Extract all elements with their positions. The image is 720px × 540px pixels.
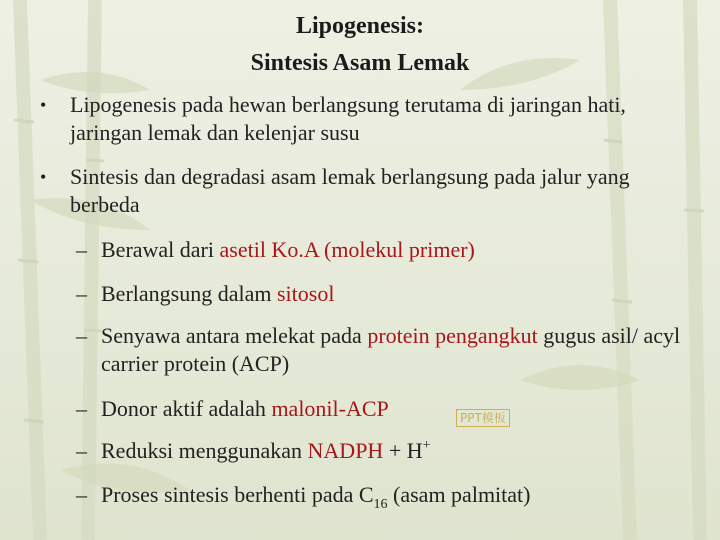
sub-item-3 <box>76 322 706 378</box>
dash-icon: – <box>76 396 87 421</box>
sub-suffix: (asam palmitat) <box>387 482 531 507</box>
sub-text: Reduksi menggunakan <box>101 438 308 463</box>
sub-item-1 <box>76 236 706 264</box>
sub-highlight: protein pengangkut <box>367 323 538 348</box>
slide-title <box>0 8 720 82</box>
dash-icon: – <box>76 438 87 463</box>
dash-icon: – <box>76 237 87 262</box>
sub-highlight: asetil Ko.A (molekul primer) <box>219 237 475 262</box>
sub-text: Donor aktif adalah <box>101 396 272 421</box>
bullet-text: Lipogenesis pada hewan berlangsung terutama di jaringan hati, jaringan lemak dan kelenjar susu <box>70 92 626 145</box>
dash-icon: – <box>76 482 87 507</box>
title-line-1: Lipogenesis: <box>295 13 424 39</box>
sub-item-2 <box>76 280 706 308</box>
bullet-icon: • <box>40 167 47 187</box>
sub-text: Senyawa antara melekat pada <box>101 323 368 348</box>
sub-item-4 <box>76 395 706 423</box>
sub-item-5 <box>76 437 706 469</box>
bullet-item-2 <box>40 163 700 219</box>
sub-highlight: NADPH <box>307 438 384 463</box>
sub-superscript: + <box>422 438 431 453</box>
sub-text: Berawal dari <box>101 237 220 262</box>
sub-subscript: 16 <box>373 497 388 512</box>
bullet-item-1 <box>40 91 700 147</box>
sub-suffix: gugus asil/ acyl carrier protein (ACP) <box>101 323 681 376</box>
sub-item-6 <box>76 481 706 513</box>
bullet-text: Sintesis dan degradasi asam lemak berlangsung pada jalur yang berbeda <box>70 164 630 217</box>
dash-icon: – <box>76 281 87 306</box>
watermark-label: PPT模板 <box>456 409 510 427</box>
bullet-icon: • <box>40 95 47 115</box>
dash-icon: – <box>76 323 87 348</box>
watermark <box>456 409 586 443</box>
sub-suffix: + H <box>383 438 423 463</box>
sub-highlight: sitosol <box>276 281 335 306</box>
title-line-2: Sintesis Asam Lemak <box>250 50 470 76</box>
sub-highlight: malonil-ACP <box>271 396 389 421</box>
sub-text: Berlangsung dalam <box>101 281 277 306</box>
sub-text: Proses sintesis berhenti pada C <box>101 482 374 507</box>
